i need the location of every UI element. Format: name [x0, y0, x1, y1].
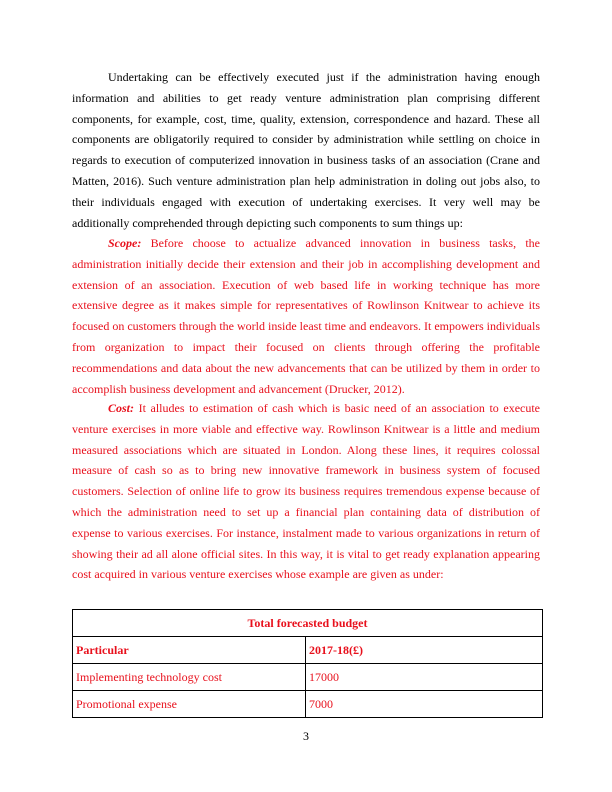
- table-row: [73, 691, 543, 718]
- row-particular: Implementing technology cost: [73, 664, 306, 691]
- row-amount: 17000: [306, 664, 543, 691]
- scope-paragraph: [72, 233, 540, 399]
- cost-paragraph: [72, 398, 540, 585]
- intro-paragraph-text: Undertaking can be effectively executed just if the administration having enough information and abilities to get ready venture administration plan comprising different components, for example, cost, time, quality, extension, correspondence and hazard. These all components are obligatorily required to consider by administration while settling on choice in regards to execution of computerized innovation in business tasks of an association (Crane and Matten, 2016). Such venture administration plan help administration in doling out jobs also, to their individuals engaged with execution of undertaking exercises. It very well may be additionally comprehended through depicting such components to sum things up:: [72, 70, 540, 230]
- scope-paragraph-text: Before choose to actualize advanced innovation in business tasks, the administration initially decide their extension and their job in accomplishing development and extension of an association. Execution of web based life in working technique has more extensive degree as it makes simple for representatives of Rowlinson Knitwear to achieve its focused on customers through the world inside least time and endeavors. It empowers individuals from organization to impact their focused on clients through offering the profitable recommendations and data about the new advancements that can be utilized by them in order to accomplish business development and advancement (Drucker, 2012).: [72, 236, 541, 396]
- budget-table-title-row: [73, 610, 543, 637]
- scope-heading: Scope:: [108, 236, 142, 250]
- cost-heading: Cost:: [108, 401, 135, 415]
- page-number: 3: [303, 729, 309, 743]
- budget-table-header-row: [73, 637, 543, 664]
- budget-table-title: Total forecasted budget: [73, 610, 543, 637]
- row-particular: Promotional expense: [73, 691, 306, 718]
- row-amount: 7000: [306, 691, 543, 718]
- header-amount: 2017-18(£): [306, 637, 543, 664]
- table-row: [73, 664, 543, 691]
- budget-table: [72, 609, 543, 718]
- intro-paragraph: [72, 67, 540, 233]
- header-particular: Particular: [73, 637, 306, 664]
- cost-paragraph-text: It alludes to estimation of cash which is basic need of an association to execute venture exercises in more viable and effective way. Rowlinson Knitwear is a little and medium measured associations which are situated in London. Along these lines, it requires colossal measure of cash so as to bring new innovative framework in business system of focused customers. Selection of online life to grow its business requires tremendous expense because of which the administration need to set up a financial plan containing data of distribution of expense to various exercises. For instance, instalment made to various organizations in return of showing their ad all alone official sites. In this way, it is vital to get ready explanation appearing cost acquired in various venture exercises whose example are given as under:: [72, 401, 541, 582]
